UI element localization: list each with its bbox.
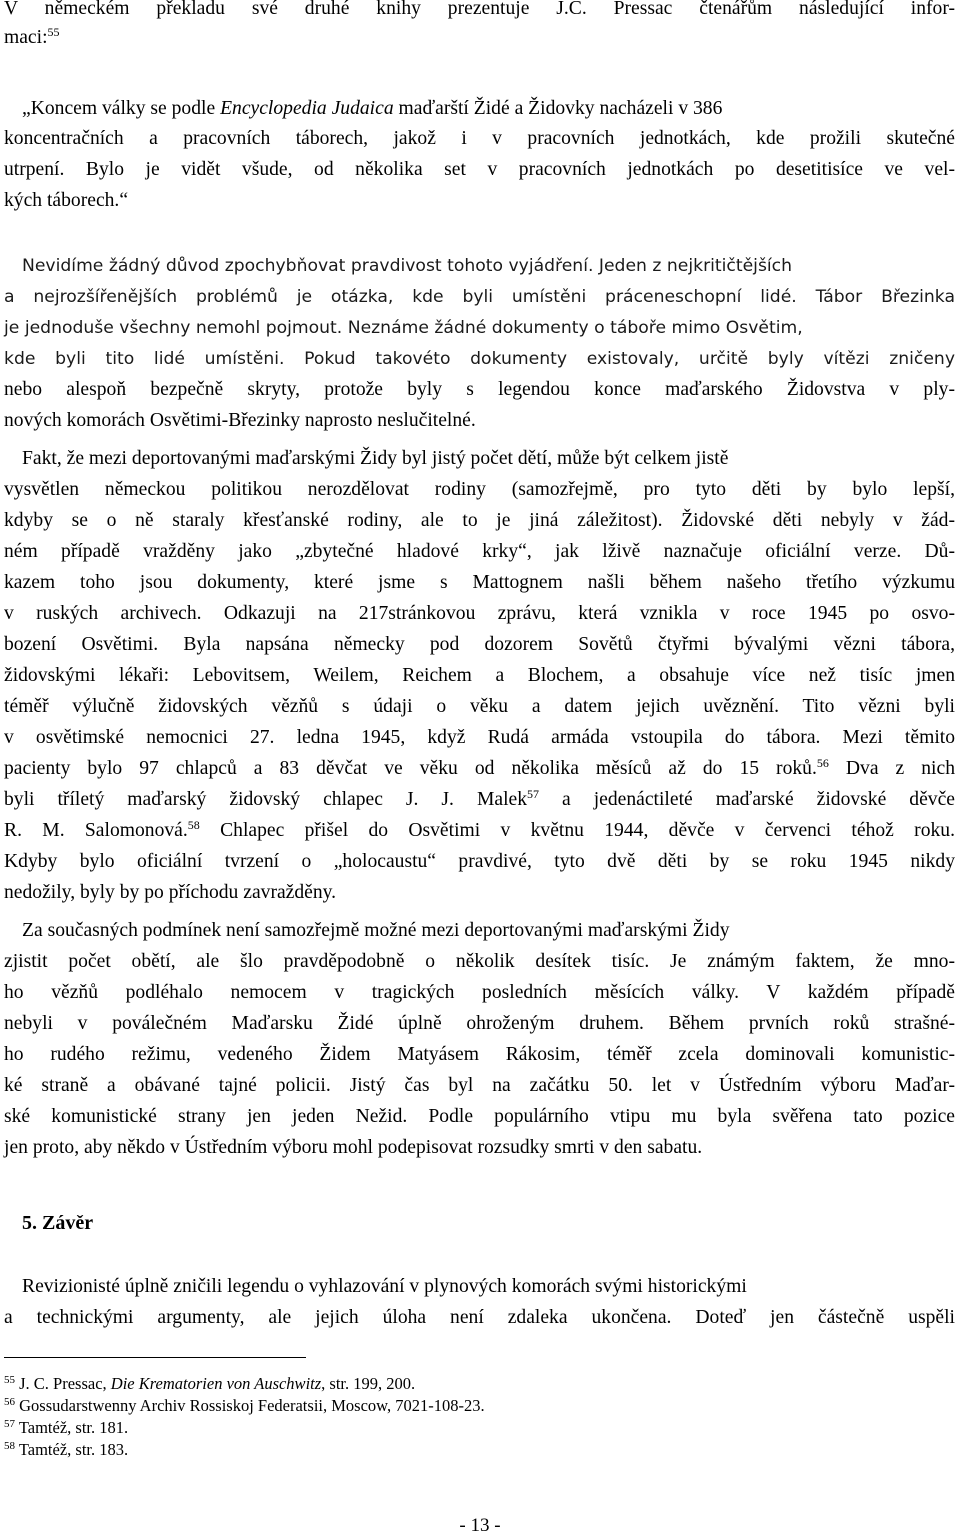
para3-line-1: Za současných podmínek není samozřejmě možné mezi deportovanými maďarskými Židy [22, 920, 730, 941]
para2-line-11 [4, 754, 955, 784]
para2-line-12 [4, 785, 955, 815]
quote-title-italic: Encyclopedia Judaica [220, 98, 394, 119]
para2-line-15: nedožily, byly by po příchodu zavražděny. [4, 882, 337, 903]
footnote-55-italic: Die Krematorien von Auschwitz [110, 1374, 322, 1393]
intro-line-2-text: maci: [4, 27, 48, 48]
footnote-ref-56: 56 [816, 756, 829, 770]
para2-line-12-text: byli tříletý maďarský židovský chlapec J. J. Malek [4, 789, 528, 810]
para1-line-2: a nejrozšířenějších problémů je otázka, kde byli umístěni práceneschopní lidé. Tábor Březinka [4, 287, 955, 307]
page-number: - 13 - [459, 1515, 501, 1536]
para1-line-4: kde byli tito lidé umístěni. Pokud takovéto dokumenty existovaly, určitě byly vítězi zničeny [4, 349, 955, 369]
footnote-55 [4, 1374, 415, 1394]
section-heading: 5. Závěr [22, 1212, 94, 1234]
para2-line-9: téměř výlučně židovských vězňů s údaji o věku a datem jejich uvěznění. Tito vězni byli [4, 696, 955, 717]
para2-line-5: kazem toho jsou dokumenty, které jsme s Mattognem našli během našeho třetího výzkumu [4, 572, 955, 593]
footnote-57-number: 57 [4, 1418, 15, 1430]
para2-line-4: ném případě vražděny jako „zbytečné hladové krky“, jak lživě naznačuje oficiální verze. Dů- [4, 541, 955, 562]
intro-line-2 [4, 23, 60, 53]
footnote-56-number: 56 [4, 1396, 15, 1408]
quote-line-1-b: maďarští Židé a Židovky nacházeli v 386 [393, 98, 723, 119]
para3-line-4: nebyli v poválečném Maďarsku Židé úplně ohroženým druhem. Během prvních roků strašné- [4, 1013, 955, 1034]
para2-line-8: židovskými lékaři: Lebovitsem, Weilem, Reichem a Blochem, a obsahuje více než tisíc jmen [4, 665, 955, 686]
quote-line-1-a: Koncem války se podle [30, 98, 221, 119]
para2-line-10: v osvětimské nemocnici 27. ledna 1945, když Rudá armáda vstoupila do tábora. Mezi těmito [4, 727, 955, 748]
footnote-56-text: Gossudarstwenny Archiv Rossiskoj Federatsii, Moscow, 7021-108-23. [19, 1396, 485, 1415]
para3-line-3: ho vězňů podléhalo nemocem v tragických posledních měsících války. V každém případě [4, 982, 955, 1003]
para2-line-1: Fakt, že mezi deportovanými maďarskými Židy byl jistý počet dětí, může být celkem jistě [22, 448, 729, 469]
para2-line-13-after: Chlapec přišel do Osvětimi v květnu 1944, děvče v červenci téhož roku. [199, 820, 955, 841]
para2-line-7: bození Osvětimi. Byla napsána německy pod dozorem Sovětů čtyřmi bývalými vězni tábora, [4, 634, 955, 655]
para3-line-7: ské komunistické strany jen jeden Nežid. Podle populárního vtipu mu byla svěřena tato pozice [4, 1106, 955, 1127]
footnote-ref-55: 55 [47, 25, 60, 39]
para2-line-2: vysvětlen německou politikou nerozdělovat rodiny (samozřejmě, pro tyto děti by bylo lepší, [4, 479, 955, 500]
para1-line-5: nebo alespoň bezpečně skryty, protože byly s legendou konce maďarského Židovstva v ply- [4, 379, 955, 400]
footnote-separator [4, 1357, 306, 1358]
quote-line-2: koncentračních a pracovních táborech, jakož i v pracovních jednotkách, kde prožili skutečné [4, 128, 955, 149]
footnote-58 [4, 1440, 128, 1460]
footnote-ref-57: 57 [527, 787, 540, 801]
footnote-56 [4, 1396, 485, 1416]
para1-line-3: je jednoduše všechny nemohl pojmout. Neznáme žádné dokumenty o táboře mimo Osvětim, [4, 318, 803, 338]
para2-line-6: v ruských archivech. Odkazuji na 217stránkovou zprávu, která vznikla v roce 1945 po osvo- [4, 603, 955, 624]
para2-line-14: Kdyby bylo oficiální tvrzení o „holocaustu“ pravdivé, tyto dvě děti by se roku 1945 nikdy [4, 851, 955, 872]
quote-open-mark: „ [22, 98, 31, 119]
para2-line-3: kdyby se o ně staraly křesťanské rodiny, ale to je jiná záležitost). Židovské děti nebyly v žád- [4, 510, 955, 531]
footnote-58-text: Tamtéž, str. 183. [18, 1440, 129, 1459]
quote-line-3: utrpení. Bylo je vidět všude, od několika set v pracovních jednotkách po desetitisíce ve vel- [4, 159, 955, 180]
para3-line-5: ho rudého režimu, vedeného Židem Matyásem Rákosim, téměř zcela dominovali komunistic- [4, 1044, 955, 1065]
footnote-55-number: 55 [4, 1374, 15, 1386]
quote-line-4: kých táborech.“ [4, 190, 129, 211]
para2-line-11-text: pacienty bylo 97 chlapců a 83 děvčat ve věku od několika měsíců až do 15 roků. [4, 758, 817, 779]
footnote-57-text: Tamtéž, str. 181. [18, 1418, 129, 1437]
footnote-55-text-b: , str. 199, 200. [321, 1374, 416, 1393]
para1-line-1: Nevidíme žádný důvod zpochybňovat pravdivost tohoto vyjádření. Jeden z nejkritičtějších [22, 256, 793, 276]
intro-line-1: V německém překladu své druhé knihy prezentuje J.C. Pressac čtenářům následující infor- [4, 0, 955, 19]
para3-line-6: ké straně a obávané tajné policii. Jistý čas byl na začátku 50. let v Ústředním výboru Maďar- [4, 1075, 955, 1096]
para1-line-6: nových komorách Osvětimi-Březinky naprosto neslučitelné. [4, 410, 476, 431]
para2-line-12-after: a jedenáctileté maďarské židovské děvče [539, 789, 955, 810]
footnote-55-text-a: J. C. Pressac, [19, 1374, 111, 1393]
footnote-ref-58: 58 [187, 818, 200, 832]
para2-line-11-after: Dva z nich [828, 758, 955, 779]
para3-line-2: zjistit počet obětí, ale šlo pravděpodobně o několik desítek tisíc. Je známým faktem, že mno- [4, 951, 955, 972]
para2-line-13-text: R. M. Salomonová. [4, 820, 188, 841]
para3-line-8: jen proto, aby někdo v Ústředním výboru mohl podepisovat rozsudky smrti v den sabatu. [4, 1137, 703, 1158]
conclusion-line-1: Revizionisté úplně zničili legendu o vyhlazování v plynových komorách svými historickými [22, 1276, 747, 1297]
footnote-57 [4, 1418, 128, 1438]
footnote-58-number: 58 [4, 1440, 15, 1452]
conclusion-line-2: a technickými argumenty, ale jejich úloha není zdaleka ukončena. Doteď jen částečně uspěli [4, 1307, 955, 1328]
quote-line-1 [4, 94, 722, 124]
para2-line-13 [4, 816, 955, 846]
